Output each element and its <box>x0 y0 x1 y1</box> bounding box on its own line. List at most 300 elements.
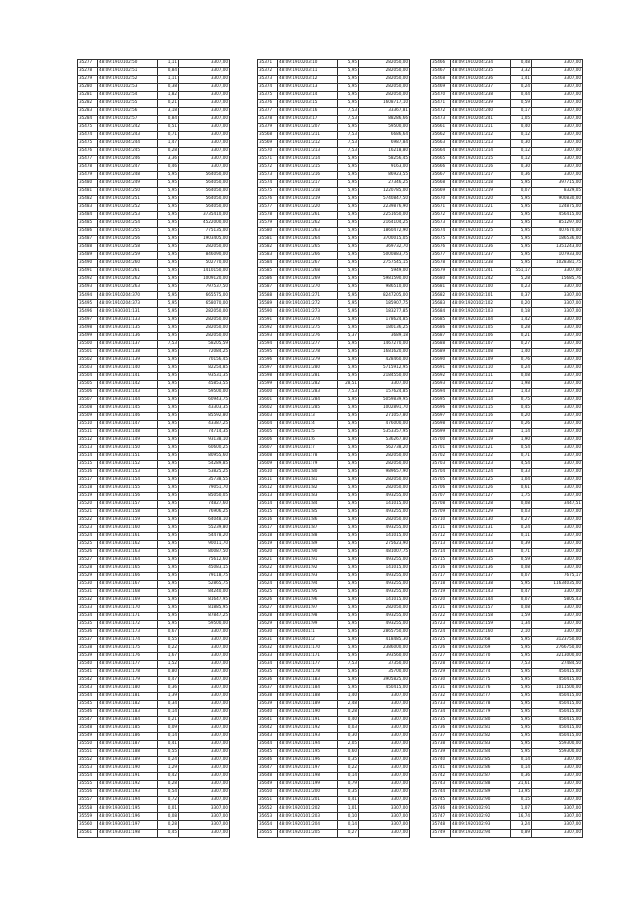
area-cell: 5,95 <box>158 597 179 605</box>
cadastral-number-cell: 48:09:1910301:264 <box>278 236 338 244</box>
record-id-cell: 35643 <box>258 733 278 741</box>
table-row <box>258 380 410 388</box>
value-cell: 3307,00 <box>359 757 410 765</box>
cadastral-number-cell: 48:09:1910301:95 <box>278 589 338 597</box>
record-id-cell: 35613 <box>258 492 278 500</box>
table-row <box>431 324 583 332</box>
table-row <box>78 428 230 436</box>
record-id-cell: 35703 <box>431 460 451 468</box>
cadastral-number-cell: 48:09:1910301:261 <box>278 212 338 220</box>
record-id-cell: 35561 <box>78 829 98 837</box>
record-id-cell: 35594 <box>258 340 278 348</box>
cadastral-number-cell: 48:09:1920101:223 <box>451 220 511 228</box>
value-cell: 3307,00 <box>359 709 410 717</box>
area-cell: 0,21 <box>158 100 179 108</box>
value-cell: 3307,00 <box>179 733 230 741</box>
record-id-cell: 35489 <box>78 252 98 260</box>
value-cell: 428460,00 <box>359 356 410 364</box>
value-cell: 3447,51 <box>532 500 583 508</box>
cadastral-number-cell: 48:09:1910102:54 <box>98 92 158 100</box>
value-cell: 450415,00 <box>532 701 583 709</box>
value-cell: 3307,00 <box>532 132 583 140</box>
table-row <box>78 308 230 316</box>
record-id-cell: 35730 <box>431 677 451 685</box>
cadastral-number-cell: 48:09:1920102:118 <box>451 428 511 436</box>
table-row <box>431 653 583 661</box>
area-cell: 0,27 <box>511 516 532 524</box>
cadastral-number-cell: 48:09:1920102:109 <box>451 356 511 364</box>
table-row <box>431 460 583 468</box>
table-row <box>258 156 410 164</box>
value-cell: 3307,00 <box>359 813 410 821</box>
table-row <box>258 573 410 581</box>
record-id-cell: 35699 <box>431 428 451 436</box>
area-cell: 2,10 <box>511 629 532 637</box>
table-row <box>78 252 230 260</box>
record-id-cell: 35690 <box>431 356 451 364</box>
cadastral-number-cell: 48:09:1910301:270 <box>278 284 338 292</box>
cadastral-number-cell: 48:09:1910204:251 <box>98 196 158 204</box>
table-row <box>431 677 583 685</box>
record-id-cell: 35283 <box>78 108 98 116</box>
area-cell: 0,10 <box>338 813 359 821</box>
cadastral-number-cell: 48:09:1920101:212 <box>451 132 511 140</box>
record-id-cell: 35526 <box>78 548 98 556</box>
area-cell: 5,95 <box>338 260 359 268</box>
record-id-cell: 35508 <box>78 404 98 412</box>
area-cell: 5,95 <box>338 645 359 653</box>
value-cell: 3307,00 <box>532 364 583 372</box>
table-row <box>78 821 230 829</box>
area-cell: 5,95 <box>511 244 532 252</box>
table-row <box>258 725 410 733</box>
value-cell: 3307,00 <box>532 436 583 444</box>
record-id-cell: 35499 <box>78 332 98 340</box>
value-cell: 282050,00 <box>179 244 230 252</box>
record-id-cell: 35485 <box>78 220 98 228</box>
cadastral-number-cell: 48:09:1920101:220 <box>451 196 511 204</box>
cadastral-number-cell: 48:09:1910204:370 <box>98 292 158 300</box>
record-id-cell: 35705 <box>431 476 451 484</box>
table-row <box>431 709 583 717</box>
table-row <box>431 805 583 813</box>
record-id-cell: 35635 <box>258 669 278 677</box>
record-id-cell: 35481 <box>78 188 98 196</box>
value-cell: 186536,00 <box>532 236 583 244</box>
value-cell: 493255,00 <box>359 613 410 621</box>
record-id-cell: 35284 <box>78 116 98 124</box>
value-cell: 3307,00 <box>179 717 230 725</box>
cadastral-number-cell: 48:09:1920102:129 <box>451 508 511 516</box>
record-id-cell: 35677 <box>431 252 451 260</box>
table-row <box>258 148 410 156</box>
table-row <box>78 484 230 492</box>
cadastral-number-cell: 48:09:1910301:98 <box>278 613 338 621</box>
cadastral-number-cell: 48:09:1920102:160 <box>451 629 511 637</box>
cadastral-number-cell: 48:09:1910102:56 <box>98 108 158 116</box>
cadastral-number-cell: 48:09:1920102:110 <box>451 364 511 372</box>
area-cell: 5,95 <box>158 212 179 220</box>
area-cell: 0,03 <box>338 725 359 733</box>
table-row <box>78 348 230 356</box>
table-row <box>431 637 583 645</box>
table-row <box>78 68 230 76</box>
area-cell: 0,01 <box>158 805 179 813</box>
record-id-cell: 35596 <box>258 356 278 364</box>
record-id-cell: 35715 <box>431 556 451 564</box>
cadastral-number-cell: 48:09:1920102:127 <box>451 492 511 500</box>
cadastral-number-cell: 48:09:1920102:119 <box>451 436 511 444</box>
area-cell: 0,36 <box>511 172 532 180</box>
cadastral-number-cell: 48:09:1920101:225 <box>451 228 511 236</box>
value-cell: 3307,00 <box>532 308 583 316</box>
record-id-cell: 35590 <box>258 308 278 316</box>
area-cell: 1,43 <box>511 388 532 396</box>
cadastral-number-cell: 48:09:1920101:193 <box>278 733 338 741</box>
record-id-cell: 35633 <box>258 653 278 661</box>
cadastral-number-cell: 48:09:1920102:94 <box>451 829 511 837</box>
table-row <box>258 276 410 284</box>
area-cell: 5,95 <box>158 428 179 436</box>
record-id-cell: 35668 <box>431 180 451 188</box>
record-id-cell: 35509 <box>78 412 98 420</box>
cadastral-number-cell: 48:09:1920102:91 <box>451 805 511 813</box>
cadastral-number-cell: 48:09:1930301:189 <box>98 757 158 765</box>
cadastral-number-cell: 48:09:1920102:77 <box>451 693 511 701</box>
area-cell: 0,24 <box>158 757 179 765</box>
value-cell: 493255,00 <box>359 508 410 516</box>
record-id-cell: 35728 <box>431 661 451 669</box>
record-id-cell: 35638 <box>258 693 278 701</box>
area-cell: 0,14 <box>338 773 359 781</box>
table-row <box>431 789 583 797</box>
table-row <box>431 172 583 180</box>
value-cell: 3307,00 <box>532 148 583 156</box>
cadastral-number-cell: 48:09:1910301:279 <box>278 356 338 364</box>
cadastral-number-cell: 48:09:1910301:284 <box>278 396 338 404</box>
cadastral-number-cell: 48:09:1930301:194 <box>98 797 158 805</box>
table-row <box>431 548 583 556</box>
table-row <box>431 180 583 188</box>
value-cell: 1009120,00 <box>179 276 230 284</box>
value-cell: 3307,00 <box>532 476 583 484</box>
value-cell: 5949,00 <box>359 268 410 276</box>
record-id-cell: 35521 <box>78 508 98 516</box>
record-id-cell: 35280 <box>78 84 98 92</box>
cadastral-number-cell: 48:09:1910204:254 <box>98 220 158 228</box>
value-cell: 79051,70 <box>179 484 230 492</box>
value-cell: 493255,00 <box>359 556 410 564</box>
area-cell: 0,38 <box>158 84 179 92</box>
area-cell: 0,71 <box>158 132 179 140</box>
area-cell: 3,36 <box>158 156 179 164</box>
record-id-cell: 35599 <box>258 380 278 388</box>
area-cell: 5,95 <box>338 492 359 500</box>
record-id-cell: 35577 <box>258 204 278 212</box>
record-id-cell: 35376 <box>258 100 278 108</box>
table-row <box>258 805 410 813</box>
cadastral-number-cell: 48:09:1930301:186 <box>98 733 158 741</box>
value-cell: 1860472,90 <box>359 228 410 236</box>
table-row <box>78 709 230 717</box>
area-cell: 21,61 <box>511 781 532 789</box>
cadastral-number-cell: 48:09:1910301:211 <box>278 132 338 140</box>
table-row <box>78 725 230 733</box>
table-row <box>78 797 230 805</box>
value-cell: 3307,00 <box>532 100 583 108</box>
cadastral-number-cell: 48:09:1930301:184 <box>98 717 158 725</box>
area-cell: 0,59 <box>511 556 532 564</box>
record-id-cell: 35524 <box>78 532 98 540</box>
record-id-cell: 35278 <box>78 68 98 76</box>
table-row <box>431 164 583 172</box>
cadastral-number-cell: 48:09:1920102:102 <box>451 300 511 308</box>
value-cell: 3307,00 <box>532 84 583 92</box>
area-cell: 0,08 <box>511 500 532 508</box>
value-cell: 3307,00 <box>532 605 583 613</box>
cadastral-number-cell: 48:09:1910301:7 <box>278 444 338 452</box>
value-cell: 58205,59 <box>179 340 230 348</box>
cadastral-number-cell: 48:09:1920102:92 <box>451 813 511 821</box>
table-row <box>78 476 230 484</box>
area-cell: 0,76 <box>511 356 532 364</box>
cadastral-number-cell: 48:09:1930301:177 <box>98 661 158 669</box>
area-cell: 5,95 <box>338 300 359 308</box>
table-row <box>78 60 230 68</box>
record-id-cell: 35589 <box>258 300 278 308</box>
cadastral-number-cell: 48:09:1920101:198 <box>278 773 338 781</box>
table-row <box>78 741 230 749</box>
record-id-cell: 35736 <box>431 725 451 733</box>
table-row <box>78 100 230 108</box>
cadastral-number-cell: 48:09:1930301:190 <box>98 765 158 773</box>
cadastral-number-cell: 48:09:1920102:85 <box>451 757 511 765</box>
table-row <box>258 60 410 68</box>
cadastral-number-cell: 48:09:1930301:150 <box>98 444 158 452</box>
table-row <box>258 268 410 276</box>
area-cell: 0,72 <box>158 797 179 805</box>
record-id-cell: 35473 <box>431 116 451 124</box>
record-id-cell: 35742 <box>431 773 451 781</box>
cadastral-number-cell: 48:09:1910301:85 <box>278 508 338 516</box>
cadastral-number-cell: 48:09:1920102:86 <box>451 765 511 773</box>
value-cell: 35700,00 <box>359 669 410 677</box>
record-id-cell: 35558 <box>78 805 98 813</box>
area-cell: 5,95 <box>511 733 532 741</box>
table-row <box>78 508 230 516</box>
record-id-cell: 35693 <box>431 380 451 388</box>
cadastral-number-cell: 48:09:1930301:192 <box>98 781 158 789</box>
record-id-cell: 35549 <box>78 733 98 741</box>
record-id-cell: 35555 <box>78 781 98 789</box>
table-row <box>431 412 583 420</box>
area-cell: 1,14 <box>511 428 532 436</box>
cadastral-number-cell: 48:09:1920102:75 <box>451 677 511 685</box>
value-cell: 54478,20 <box>179 532 230 540</box>
table-row <box>78 677 230 685</box>
table-row <box>78 452 230 460</box>
area-cell: 0,40 <box>511 124 532 132</box>
record-id-cell: 35372 <box>258 68 278 76</box>
record-id-cell: 35674 <box>431 228 451 236</box>
table-row <box>258 524 410 532</box>
area-cell: 0,47 <box>511 589 532 597</box>
area-cell: 5,95 <box>338 516 359 524</box>
value-cell: 3307,00 <box>532 524 583 532</box>
value-cell: 3307,00 <box>532 172 583 180</box>
cadastral-number-cell: 48:09:1930301:165 <box>98 564 158 572</box>
cadastral-number-cell: 48:09:1920101:204 <box>278 821 338 829</box>
value-cell: 3307,00 <box>532 757 583 765</box>
cadastral-number-cell: 48:09:1910301:3 <box>278 412 338 420</box>
cadastral-number-cell: 48:09:1910301:92 <box>278 564 338 572</box>
value-cell: 407670,00 <box>532 228 583 236</box>
value-cell: 282050,00 <box>179 332 230 340</box>
area-cell: 7,53 <box>338 661 359 669</box>
table-row <box>78 524 230 532</box>
area-cell: 1,29 <box>158 765 179 773</box>
cadastral-number-cell: 48:09:1910301:83 <box>278 492 338 500</box>
value-cell: 2757545,15 <box>359 260 410 268</box>
record-id-cell: 35466 <box>431 60 451 68</box>
value-cell: 45853,55 <box>179 380 230 388</box>
cadastral-number-cell: 48:09:1910204:241 <box>451 116 511 124</box>
value-cell: 3307,00 <box>532 829 583 837</box>
record-id-cell: 35716 <box>431 564 451 572</box>
cadastral-number-cell: 48:09:1910204:263 <box>98 284 158 292</box>
value-cell: 3307,00 <box>532 92 583 100</box>
cadastral-number-cell: 48:09:1910204:237 <box>451 84 511 92</box>
value-cell: 665575,00 <box>179 292 230 300</box>
table-row <box>431 332 583 340</box>
table-row <box>431 364 583 372</box>
cadastral-number-cell: 48:09:1910301:220 <box>278 204 338 212</box>
record-id-cell: 35733 <box>431 701 451 709</box>
value-cell: 3307,00 <box>179 132 230 140</box>
table-row <box>258 164 410 172</box>
cadastral-number-cell: 48:09:1920102:108 <box>451 348 511 356</box>
value-cell: 3307,00 <box>532 68 583 76</box>
area-cell: 5,95 <box>158 524 179 532</box>
record-id-cell: 35746 <box>431 805 451 813</box>
value-cell: 80955,60 <box>179 452 230 460</box>
table-row <box>78 701 230 709</box>
cadastral-number-cell: 48:09:1920102:130 <box>451 516 511 524</box>
cadastral-number-cell: 48:09:1920102:126 <box>451 484 511 492</box>
cadastral-number-cell: 48:09:1920101:222 <box>451 212 511 220</box>
table-row <box>258 284 410 292</box>
area-cell: 5,95 <box>511 204 532 212</box>
record-id-cell: 35545 <box>78 701 98 709</box>
record-id-cell: 35587 <box>258 284 278 292</box>
record-id-cell: 35495 <box>78 300 98 308</box>
table-row <box>431 292 583 300</box>
area-cell: 0,55 <box>158 749 179 757</box>
value-cell: 3307,00 <box>359 693 410 701</box>
value-cell: 3307,00 <box>532 116 583 124</box>
table-row <box>258 356 410 364</box>
cadastral-number-cell: 48:09:1910301:91 <box>278 556 338 564</box>
area-cell: 0,24 <box>511 84 532 92</box>
value-cell: 1220785,00 <box>359 188 410 196</box>
record-id-cell: 35467 <box>431 68 451 76</box>
value-cell: 81885,95 <box>179 605 230 613</box>
table-row <box>431 829 583 837</box>
cadastral-number-cell: 48:09:1920102:116 <box>451 412 511 420</box>
cadastral-number-cell: 48:09:1930301:140 <box>98 364 158 372</box>
cadastral-number-cell: 48:09:1910301:280 <box>278 364 338 372</box>
area-cell: 0,28 <box>158 148 179 156</box>
table-row <box>78 172 230 180</box>
table-row <box>258 388 410 396</box>
value-cell: 59500,00 <box>359 124 410 132</box>
value-cell: 3307,00 <box>532 548 583 556</box>
cadastral-number-cell: 48:09:1930301:166 <box>98 573 158 581</box>
record-id-cell: 35739 <box>431 749 451 757</box>
area-cell: 5,95 <box>158 180 179 188</box>
record-id-cell: 35525 <box>78 540 98 548</box>
record-id-cell: 35709 <box>431 508 451 516</box>
table-row <box>431 108 583 116</box>
record-id-cell: 35601 <box>258 396 278 404</box>
table-row <box>258 300 410 308</box>
record-id-cell: 35371 <box>258 60 278 68</box>
value-cell: 476000,00 <box>359 420 410 428</box>
area-cell: 5,95 <box>338 605 359 613</box>
area-cell: 5,95 <box>338 324 359 332</box>
record-id-cell: 35497 <box>78 316 98 324</box>
area-cell: 13,95 <box>511 789 532 797</box>
cadastral-number-cell: 48:09:1920101:218 <box>451 180 511 188</box>
area-cell: 0,34 <box>158 701 179 709</box>
area-cell: 0,35 <box>338 757 359 765</box>
cadastral-number-cell: 48:09:1930301:196 <box>98 813 158 821</box>
area-cell: 0,45 <box>158 829 179 837</box>
cadastral-number-cell: 48:09:1910301:87 <box>278 524 338 532</box>
area-cell: 0,28 <box>158 821 179 829</box>
value-cell: 43387,25 <box>179 420 230 428</box>
cadastral-number-cell: 48:09:1920102:122 <box>451 452 511 460</box>
table-row <box>78 661 230 669</box>
area-cell: 5,95 <box>511 717 532 725</box>
value-cell: 183277,85 <box>359 308 410 316</box>
area-cell: 0,33 <box>511 468 532 476</box>
table-row <box>78 284 230 292</box>
record-id-cell: 35731 <box>431 685 451 693</box>
cadastral-number-cell: 48:09:1930301:161 <box>98 532 158 540</box>
cadastral-number-cell: 48:09:1930301:183 <box>98 709 158 717</box>
table-row <box>258 476 410 484</box>
value-cell: 3307,00 <box>532 821 583 829</box>
value-cell: 3307,00 <box>359 380 410 388</box>
cadastral-number-cell: 48:09:1920102:104 <box>451 316 511 324</box>
cadastral-number-cell: 48:09:1920102:89 <box>451 789 511 797</box>
cadastral-number-cell: 48:09:1910204:246 <box>98 156 158 164</box>
value-cell: 282050,00 <box>359 84 410 92</box>
area-cell: 5,95 <box>158 564 179 572</box>
value-cell: 3307,00 <box>179 757 230 765</box>
area-cell: 7,53 <box>338 108 359 116</box>
table-row <box>78 805 230 813</box>
cadastral-number-cell: 48:09:1910204:244 <box>98 140 158 148</box>
record-id-cell: 35647 <box>258 765 278 773</box>
value-cell: 1903405,00 <box>179 236 230 244</box>
cadastral-number-cell: 48:09:1930301:141 <box>98 372 158 380</box>
table-row <box>258 244 410 252</box>
table-row <box>258 749 410 757</box>
record-id-cell: 35556 <box>78 789 98 797</box>
cadastral-number-cell: 48:09:1930301:170 <box>98 605 158 613</box>
